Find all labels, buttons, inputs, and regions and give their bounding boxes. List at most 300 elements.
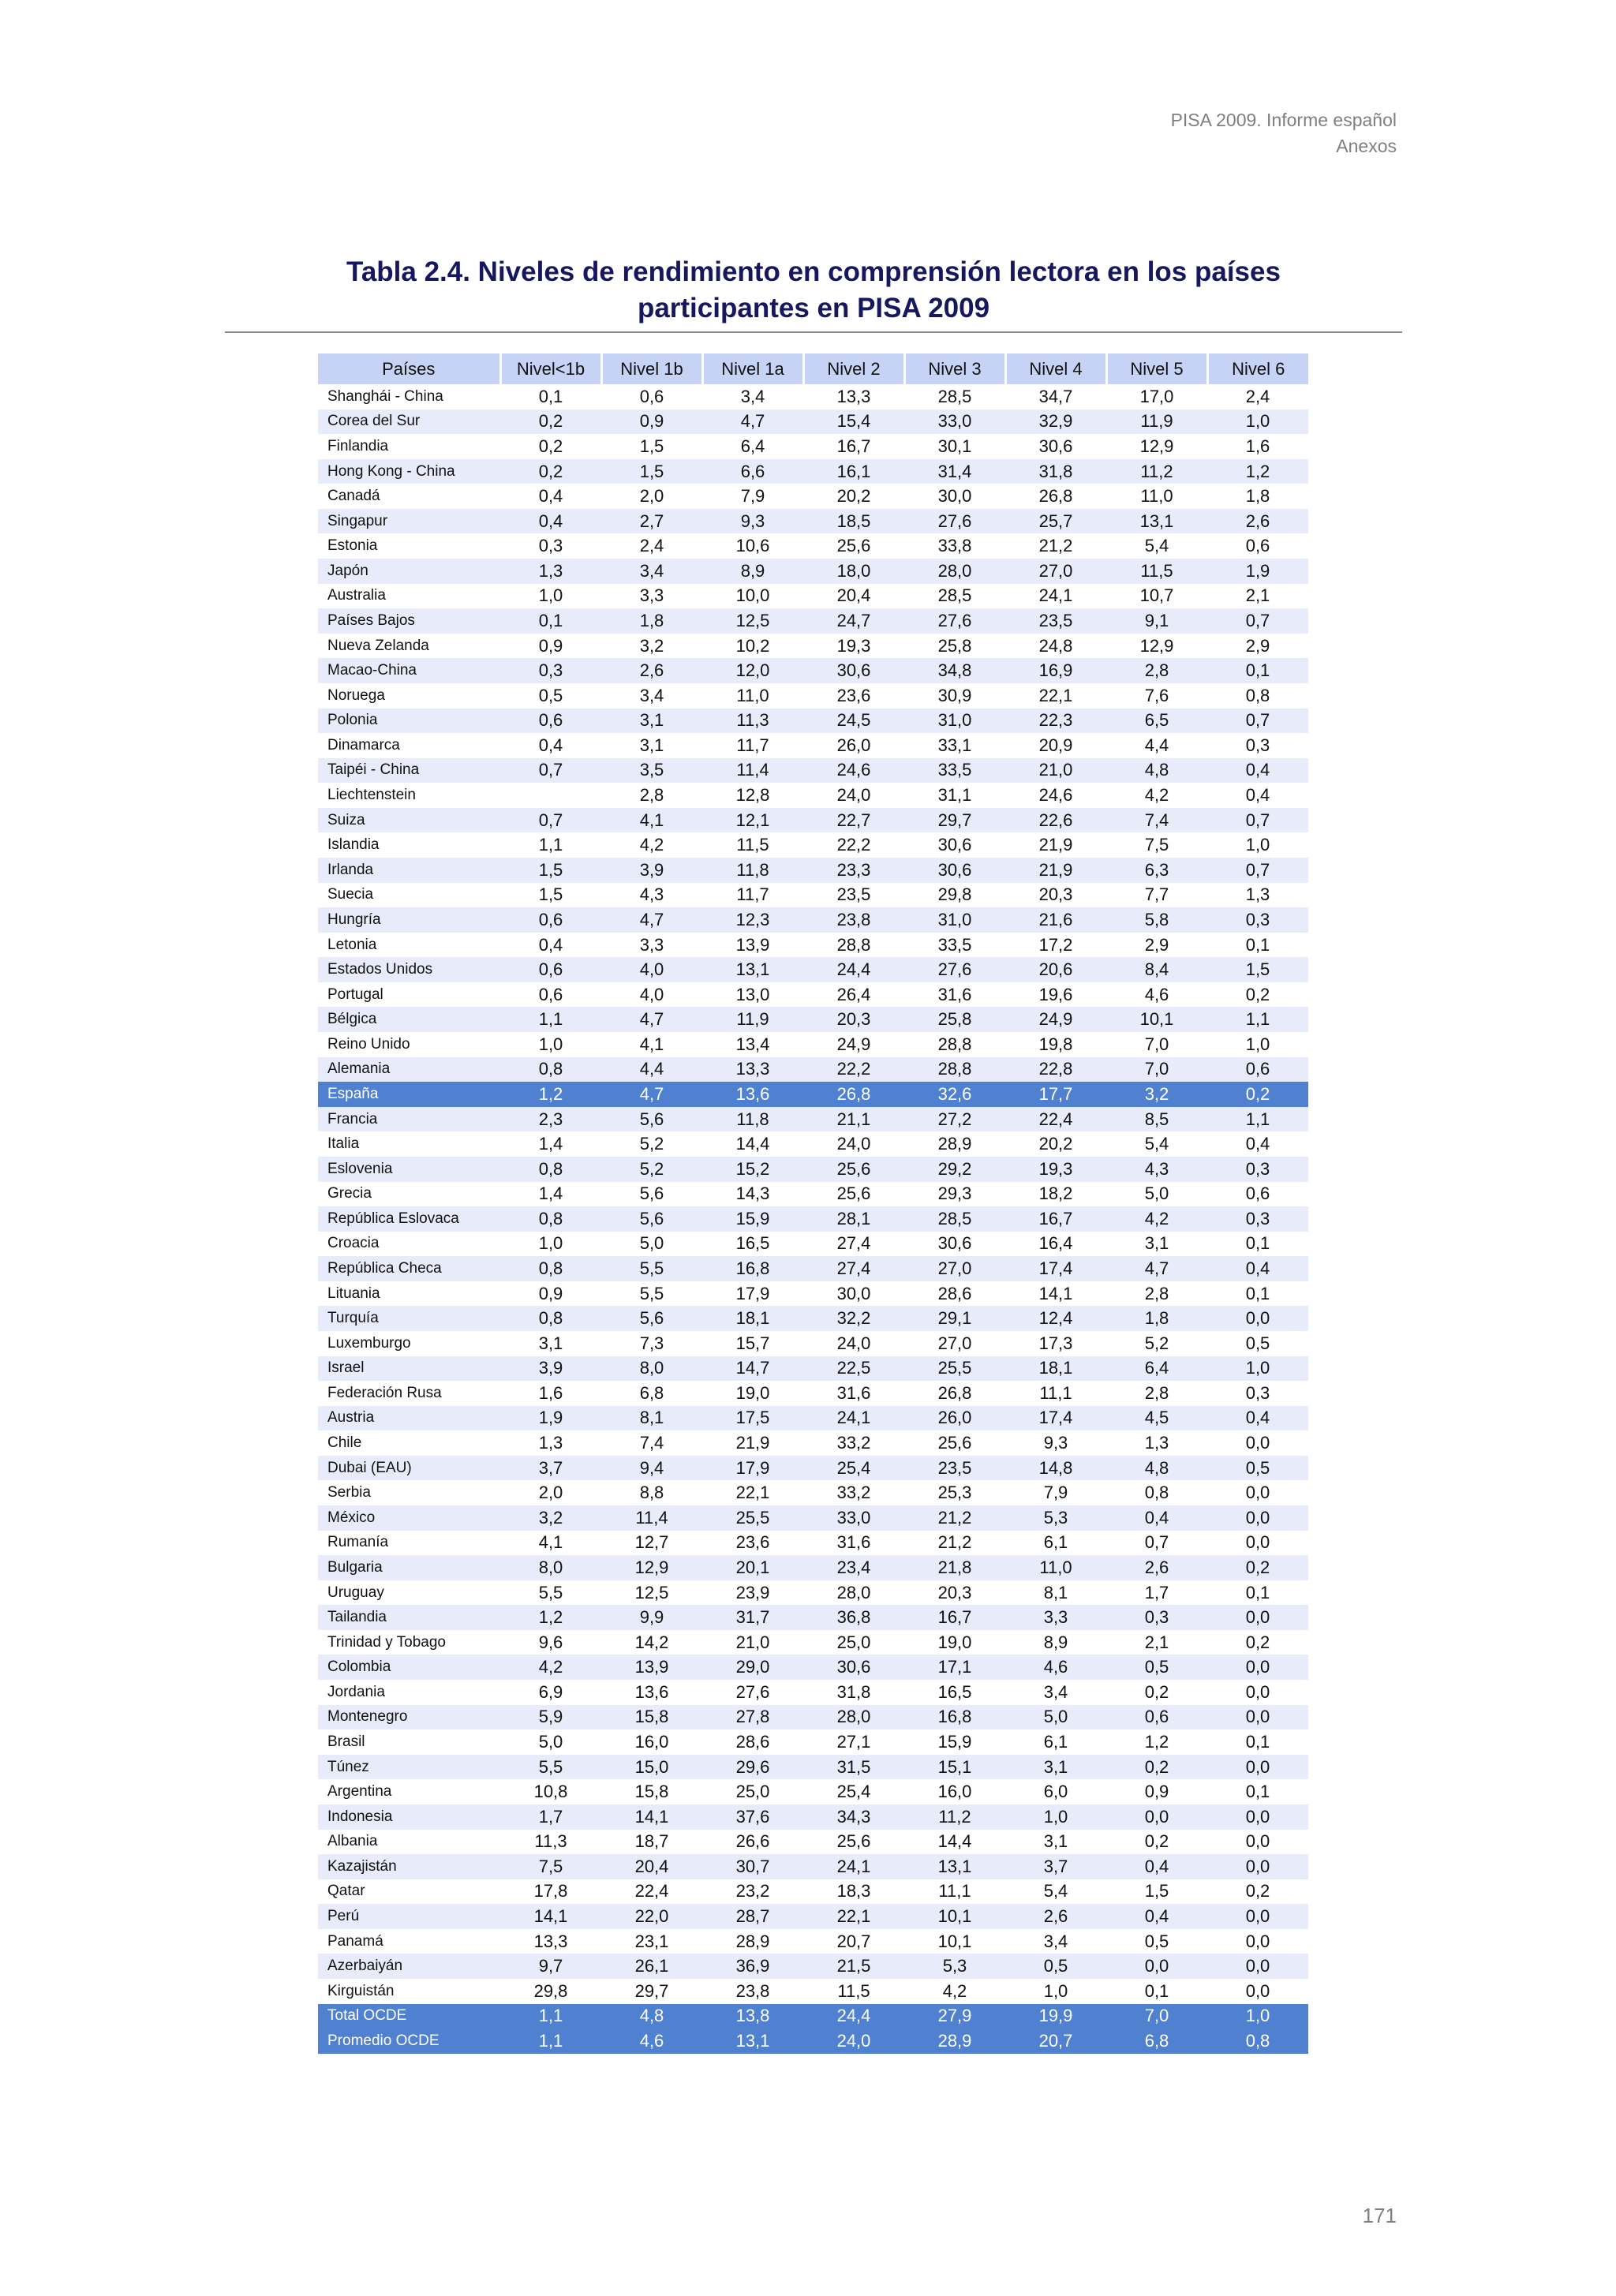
value-cell: 15,7 [735, 1333, 770, 1353]
country-cell: Eslovenia [318, 1157, 500, 1182]
value-cell: 31,6 [937, 984, 972, 1004]
value-cell: 0,8 [500, 1306, 601, 1331]
value-cell: 23,9 [735, 1582, 770, 1602]
value-cell: 1,5 [639, 436, 664, 456]
value-cell: 22,4 [1005, 1107, 1106, 1132]
value-cell: 14,4 [735, 1134, 770, 1154]
value-cell: 5,4 [1144, 536, 1169, 556]
value-cell: 18,1 [1005, 1356, 1106, 1382]
value-cell: 2,8 [1144, 1283, 1169, 1303]
value-cell: 15,9 [702, 1206, 803, 1232]
value-cell: 32,2 [803, 1306, 904, 1331]
value-cell: 25,4 [803, 1456, 904, 1481]
value-cell: 33,2 [836, 1483, 871, 1503]
value-cell: 9,7 [500, 1954, 601, 1979]
column-header-level-6: Nivel 6 [1207, 353, 1308, 384]
value-cell: 12,1 [702, 808, 803, 833]
country-cell: Hungría [318, 907, 500, 933]
value-cell: 10,1 [937, 1931, 972, 1951]
value-cell: 29,6 [702, 1755, 803, 1780]
value-cell: 25,7 [1005, 509, 1106, 534]
total-row [318, 2004, 1308, 2029]
value-cell: 0,8 [500, 1057, 601, 1083]
value-cell: 25,0 [836, 1632, 871, 1652]
value-cell: 4,7 [601, 907, 702, 933]
value-cell: 4,2 [942, 1980, 967, 2001]
value-cell: 28,9 [904, 2029, 1005, 2054]
value-cell: 19,8 [1038, 1034, 1073, 1054]
value-cell: 24,0 [836, 785, 871, 806]
value-cell: 24,7 [803, 608, 904, 634]
value-cell: 3,9 [601, 858, 702, 883]
country-cell: Macao-China [318, 658, 500, 683]
value-cell: 0,1 [500, 608, 601, 634]
country-cell: Australia [327, 587, 386, 604]
value-cell: 2,9 [1245, 635, 1270, 656]
column-header-level-1a: Nivel 1a [702, 353, 803, 384]
value-cell: 3,4 [601, 559, 702, 584]
table-row [318, 783, 1308, 808]
value-cell: 4,4 [1144, 735, 1169, 755]
value-cell: 7,7 [1144, 884, 1169, 905]
value-cell: 1,4 [538, 1184, 563, 1204]
value-cell: 0,2 [1106, 1755, 1207, 1780]
value-cell: 0,2 [1245, 1632, 1270, 1652]
value-cell: 6,4 [1106, 1356, 1207, 1382]
value-cell: 30,6 [803, 658, 904, 683]
value-cell: 0,0 [1207, 1854, 1308, 1879]
value-cell: 5,0 [538, 1732, 563, 1752]
table-row [318, 1605, 1308, 1630]
value-cell: 12,4 [1005, 1306, 1106, 1331]
country-cell: Alemania [318, 1057, 500, 1083]
value-cell: 19,3 [836, 635, 871, 656]
value-cell: 13,1 [904, 1854, 1005, 1879]
value-cell: 0,6 [639, 386, 664, 406]
value-cell: 1,2 [500, 1605, 601, 1630]
table-row [318, 584, 1308, 609]
value-cell: 11,1 [1039, 1382, 1072, 1403]
value-cell: 0,2 [1144, 1831, 1169, 1852]
value-cell: 0,5 [1245, 1333, 1270, 1353]
value-cell: 0,1 [1144, 1980, 1169, 2001]
value-cell: 0,4 [538, 486, 563, 507]
value-cell: 0,1 [1207, 658, 1308, 683]
value-cell: 27,4 [836, 1233, 871, 1254]
value-cell: 1,8 [1106, 1306, 1207, 1331]
value-cell: 27,0 [937, 1333, 972, 1353]
country-cell: Croacia [327, 1235, 380, 1252]
table-row [318, 1580, 1308, 1606]
value-cell: 4,6 [1005, 1655, 1106, 1680]
value-cell: 4,7 [601, 1007, 702, 1032]
country-cell: Italia [327, 1135, 360, 1153]
value-cell: 0,1 [1245, 1233, 1270, 1254]
value-cell: 21,5 [803, 1954, 904, 1979]
value-cell: 1,2 [500, 1082, 601, 1107]
value-cell: 8,8 [639, 1483, 664, 1503]
value-cell: 24,9 [836, 1034, 871, 1054]
value-cell: 26,8 [1038, 486, 1073, 507]
value-cell: 11,9 [702, 1007, 803, 1032]
value-cell: 0,8 [500, 1157, 601, 1182]
value-cell: 11,3 [702, 709, 803, 734]
value-cell: 7,9 [740, 486, 765, 507]
value-cell: 21,0 [1005, 758, 1106, 783]
value-cell: 11,5 [1106, 559, 1207, 584]
value-cell: 17,5 [702, 1406, 803, 1431]
value-cell: 15,2 [702, 1157, 803, 1182]
value-cell: 24,0 [803, 2029, 904, 2054]
value-cell: 0,3 [1245, 735, 1270, 755]
value-cell: 0,6 [1245, 1184, 1270, 1204]
value-cell: 4,4 [601, 1057, 702, 1083]
country-cell: Islandia [327, 836, 380, 854]
page-number: 171 [1362, 2204, 1397, 2227]
value-cell: 27,9 [904, 2004, 1005, 2029]
value-cell: 0,0 [1207, 1804, 1308, 1830]
country-cell: Kazajistán [318, 1854, 500, 1879]
value-cell: 15,0 [601, 1755, 702, 1780]
table-row [318, 907, 1308, 933]
value-cell: 25,5 [904, 1356, 1005, 1382]
value-cell: 36,9 [702, 1954, 803, 1979]
value-cell: 28,0 [803, 1705, 904, 1730]
value-cell: 22,4 [634, 1881, 669, 1901]
country-cell: Polonia [318, 709, 500, 734]
value-cell: 7,6 [1144, 685, 1169, 705]
value-cell: 0,4 [1207, 1256, 1308, 1281]
value-cell: 29,0 [702, 1655, 803, 1680]
value-cell: 29,8 [533, 1980, 568, 2001]
value-cell: 2,6 [1207, 509, 1308, 534]
value-cell: 9,3 [1043, 1433, 1068, 1453]
value-cell: 25,3 [937, 1483, 972, 1503]
value-cell: 31,8 [1005, 459, 1106, 484]
value-cell: 13,1 [1106, 509, 1207, 534]
value-cell: 13,0 [735, 984, 770, 1004]
value-cell: 11,0 [1005, 1555, 1106, 1580]
value-cell: 1,8 [1245, 486, 1270, 507]
value-cell: 33,1 [937, 735, 972, 755]
country-cell: Finlandia [327, 437, 389, 454]
country-cell: Luxemburgo [327, 1334, 411, 1352]
value-cell: 0,7 [1144, 1532, 1169, 1553]
value-cell: 4,5 [1106, 1406, 1207, 1431]
table-row [318, 1306, 1308, 1331]
column-header-level-2: Nivel 2 [803, 353, 904, 384]
value-cell: 4,1 [538, 1532, 563, 1553]
value-cell: 14,1 [601, 1804, 702, 1830]
value-cell: 0,7 [1207, 808, 1308, 833]
value-cell: 16,8 [904, 1705, 1005, 1730]
value-cell: 17,4 [1005, 1406, 1106, 1431]
table-row [318, 409, 1308, 435]
value-cell: 9,6 [538, 1632, 563, 1652]
value-cell: 0,0 [1245, 1831, 1270, 1852]
value-cell: 11,3 [534, 1831, 567, 1852]
value-cell: 29,2 [904, 1157, 1005, 1182]
column-header-level-4: Nivel 4 [1005, 353, 1106, 384]
value-cell: 3,2 [1106, 1082, 1207, 1107]
value-cell: 30,7 [702, 1854, 803, 1879]
value-cell: 5,6 [601, 1306, 702, 1331]
value-cell: 26,1 [601, 1954, 702, 1979]
table-row [318, 709, 1308, 734]
table-row [318, 883, 1308, 908]
value-cell: 31,1 [937, 785, 972, 806]
value-cell: 0,7 [500, 808, 601, 833]
value-cell: 5,0 [639, 1233, 664, 1254]
table-row [318, 1082, 1308, 1107]
value-cell: 37,6 [702, 1804, 803, 1830]
value-cell: 28,6 [735, 1732, 770, 1752]
value-cell: 19,0 [937, 1632, 972, 1652]
country-cell: Serbia [327, 1484, 371, 1501]
value-cell: 21,9 [735, 1433, 770, 1453]
running-header-section: Anexos [1336, 136, 1397, 156]
value-cell: 11,8 [702, 1107, 803, 1132]
value-cell: 3,1 [1043, 1831, 1068, 1852]
value-cell: 0,6 [538, 984, 563, 1004]
value-cell: 2,8 [1144, 1382, 1169, 1403]
value-cell: 26,6 [735, 1831, 770, 1852]
value-cell: 2,0 [538, 1483, 563, 1503]
value-cell: 27,2 [904, 1107, 1005, 1132]
country-cell: Montenegro [318, 1705, 500, 1730]
value-cell: 4,0 [601, 957, 702, 982]
country-cell: Total OCDE [318, 2004, 500, 2029]
value-cell: 8,9 [702, 559, 803, 584]
value-cell: 6,6 [702, 459, 803, 484]
value-cell: 17,7 [1005, 1082, 1106, 1107]
value-cell: 21,2 [904, 1505, 1005, 1531]
value-cell: 0,4 [500, 509, 601, 534]
value-cell: 16,8 [702, 1256, 803, 1281]
value-cell: 18,5 [803, 509, 904, 534]
value-cell: 10,2 [735, 635, 770, 656]
country-cell: Colombia [318, 1655, 500, 1680]
table-row [318, 1256, 1308, 1281]
value-cell: 13,3 [533, 1931, 568, 1951]
value-cell: 31,7 [702, 1605, 803, 1630]
value-cell: 11,5 [736, 835, 769, 855]
country-cell: Hong Kong - China [318, 459, 500, 484]
value-cell: 30,0 [937, 486, 972, 507]
value-cell: 0,8 [500, 1256, 601, 1281]
value-cell: 0,2 [500, 459, 601, 484]
value-cell: 4,3 [1106, 1157, 1207, 1182]
value-cell: 27,0 [1005, 559, 1106, 584]
value-cell: 13,4 [735, 1034, 770, 1054]
value-cell: 22,1 [735, 1483, 770, 1503]
country-cell: Japón [318, 559, 500, 584]
table-row [318, 1630, 1308, 1655]
value-cell: 7,4 [1106, 808, 1207, 833]
value-cell: 17,1 [904, 1655, 1005, 1680]
value-cell: 0,3 [1245, 1382, 1270, 1403]
value-cell: 4,0 [639, 984, 664, 1004]
country-cell: Bulgaria [318, 1555, 500, 1580]
value-cell: 0,8 [1245, 685, 1270, 705]
table-row [318, 957, 1308, 982]
value-cell: 11,1 [938, 1881, 971, 1901]
value-cell: 6,9 [538, 1681, 563, 1702]
reading-levels-table [318, 353, 1308, 2054]
value-cell: 1,9 [1207, 559, 1308, 584]
value-cell: 23,6 [735, 1532, 770, 1553]
value-cell: 21,1 [803, 1107, 904, 1132]
value-cell: 30,6 [1038, 436, 1073, 456]
value-cell: 31,6 [836, 1532, 871, 1553]
value-cell: 21,9 [1038, 835, 1073, 855]
country-cell: Rumanía [327, 1534, 389, 1551]
value-cell: 1,1 [500, 2029, 601, 2054]
table-row [318, 1356, 1308, 1382]
running-header-title: PISA 2009. Informe español [1170, 110, 1397, 130]
value-cell: 7,5 [1144, 835, 1169, 855]
value-cell: 25,4 [836, 1782, 871, 1802]
value-cell: 13,9 [735, 934, 770, 955]
value-cell: 28,5 [937, 585, 972, 606]
table-row [318, 1107, 1308, 1132]
value-cell: 27,6 [904, 608, 1005, 634]
value-cell: 1,1 [500, 1007, 601, 1032]
value-cell: 1,0 [1245, 1034, 1270, 1054]
value-cell: 0,3 [538, 536, 563, 556]
value-cell: 15,8 [634, 1782, 669, 1802]
value-cell: 22,3 [1005, 709, 1106, 734]
value-cell: 1,2 [1207, 459, 1308, 484]
country-cell: Suecia [327, 886, 374, 903]
value-cell: 4,3 [639, 884, 664, 905]
value-cell: 28,6 [937, 1283, 972, 1303]
table-row [318, 1729, 1308, 1755]
value-cell: 19,3 [1005, 1157, 1106, 1182]
table-row [318, 758, 1308, 783]
running-header [1171, 107, 1397, 159]
value-cell: 1,1 [538, 835, 563, 855]
value-cell: 4,8 [1106, 1456, 1207, 1481]
value-cell: 17,3 [1038, 1333, 1073, 1353]
value-cell: 0,0 [1106, 1804, 1207, 1830]
table-row [318, 1406, 1308, 1431]
value-cell: 25,6 [836, 1184, 871, 1204]
value-cell: 25,5 [702, 1505, 803, 1531]
value-cell: 6,0 [1043, 1782, 1068, 1802]
value-cell: 5,5 [500, 1755, 601, 1780]
value-cell: 0,2 [1245, 1881, 1270, 1901]
value-cell: 8,0 [500, 1555, 601, 1580]
table-row [318, 1281, 1308, 1307]
value-cell: 11,9 [1106, 409, 1207, 435]
value-cell: 6,8 [1106, 2029, 1207, 2054]
value-cell: 10,0 [735, 585, 770, 606]
country-cell: Singapur [318, 509, 500, 534]
value-cell: 17,9 [702, 1456, 803, 1481]
value-cell: 18,1 [702, 1306, 803, 1331]
value-cell: 10,7 [1139, 585, 1174, 606]
value-cell: 2,7 [601, 509, 702, 534]
value-cell: 1,0 [538, 1233, 563, 1254]
value-cell: 0,0 [1207, 1904, 1308, 1929]
value-cell: 27,6 [735, 1681, 770, 1702]
value-cell: 9,1 [1106, 608, 1207, 634]
value-cell: 24,5 [803, 709, 904, 734]
value-cell: 25,6 [836, 536, 871, 556]
value-cell: 28,0 [836, 1582, 871, 1602]
value-cell: 31,4 [904, 459, 1005, 484]
value-cell: 28,8 [836, 934, 871, 955]
country-cell: Taipéi - China [318, 758, 500, 783]
value-cell: 1,5 [1144, 1881, 1169, 1901]
value-cell: 2,4 [1245, 386, 1270, 406]
value-cell: 31,0 [904, 709, 1005, 734]
value-cell: 13,1 [702, 957, 803, 982]
country-cell: República Checa [318, 1256, 500, 1281]
value-cell: 16,7 [836, 436, 871, 456]
value-cell: 17,4 [1005, 1256, 1106, 1281]
table-row [318, 1954, 1308, 1979]
value-cell: 3,7 [500, 1456, 601, 1481]
value-cell: 1,5 [538, 884, 563, 905]
value-cell: 0,0 [1245, 1433, 1270, 1453]
value-cell: 11,0 [736, 685, 769, 705]
value-cell: 23,6 [836, 685, 871, 705]
country-cell: Indonesia [318, 1804, 500, 1830]
value-cell: 28,5 [937, 386, 972, 406]
value-cell: 3,4 [1043, 1931, 1068, 1951]
value-cell: 0,3 [1207, 1206, 1308, 1232]
value-cell: 1,3 [1144, 1433, 1169, 1453]
table-row [318, 434, 1308, 459]
country-cell: España [318, 1082, 500, 1107]
value-cell: 1,0 [1245, 835, 1270, 855]
table-row [318, 1182, 1308, 1207]
value-cell: 12,5 [634, 1582, 669, 1602]
value-cell: 17,0 [1139, 386, 1174, 406]
value-cell: 1,0 [1207, 2004, 1308, 2029]
value-cell: 20,7 [1005, 2029, 1106, 2054]
country-cell: Lituania [327, 1284, 380, 1302]
country-cell: Chile [327, 1434, 362, 1452]
value-cell: 2,1 [1144, 1632, 1169, 1652]
value-cell: 8,4 [1106, 957, 1207, 982]
value-cell: 8,9 [1043, 1632, 1068, 1652]
value-cell: 6,1 [1043, 1732, 1068, 1752]
value-cell: 29,3 [937, 1184, 972, 1204]
value-cell: 0,4 [1106, 1505, 1207, 1531]
value-cell: 3,3 [1005, 1605, 1106, 1630]
value-cell: 0,1 [1245, 1732, 1270, 1752]
value-cell: 16,7 [904, 1605, 1005, 1630]
value-cell: 14,1 [500, 1904, 601, 1929]
value-cell: 4,2 [1144, 785, 1169, 806]
value-cell: 36,8 [803, 1605, 904, 1630]
value-cell: 0,6 [1207, 1057, 1308, 1083]
value-cell: 0,0 [1207, 1755, 1308, 1780]
value-cell: 7,4 [639, 1433, 664, 1453]
value-cell: 28,7 [702, 1904, 803, 1929]
value-cell: 12,9 [1139, 635, 1174, 656]
value-cell: 26,8 [937, 1382, 972, 1403]
table-row [318, 484, 1308, 509]
value-cell: 0,5 [1144, 1931, 1169, 1951]
value-cell: 5,8 [1106, 907, 1207, 933]
value-cell: 16,9 [1005, 658, 1106, 683]
value-cell: 2,8 [639, 785, 664, 806]
table-row [318, 384, 1308, 409]
